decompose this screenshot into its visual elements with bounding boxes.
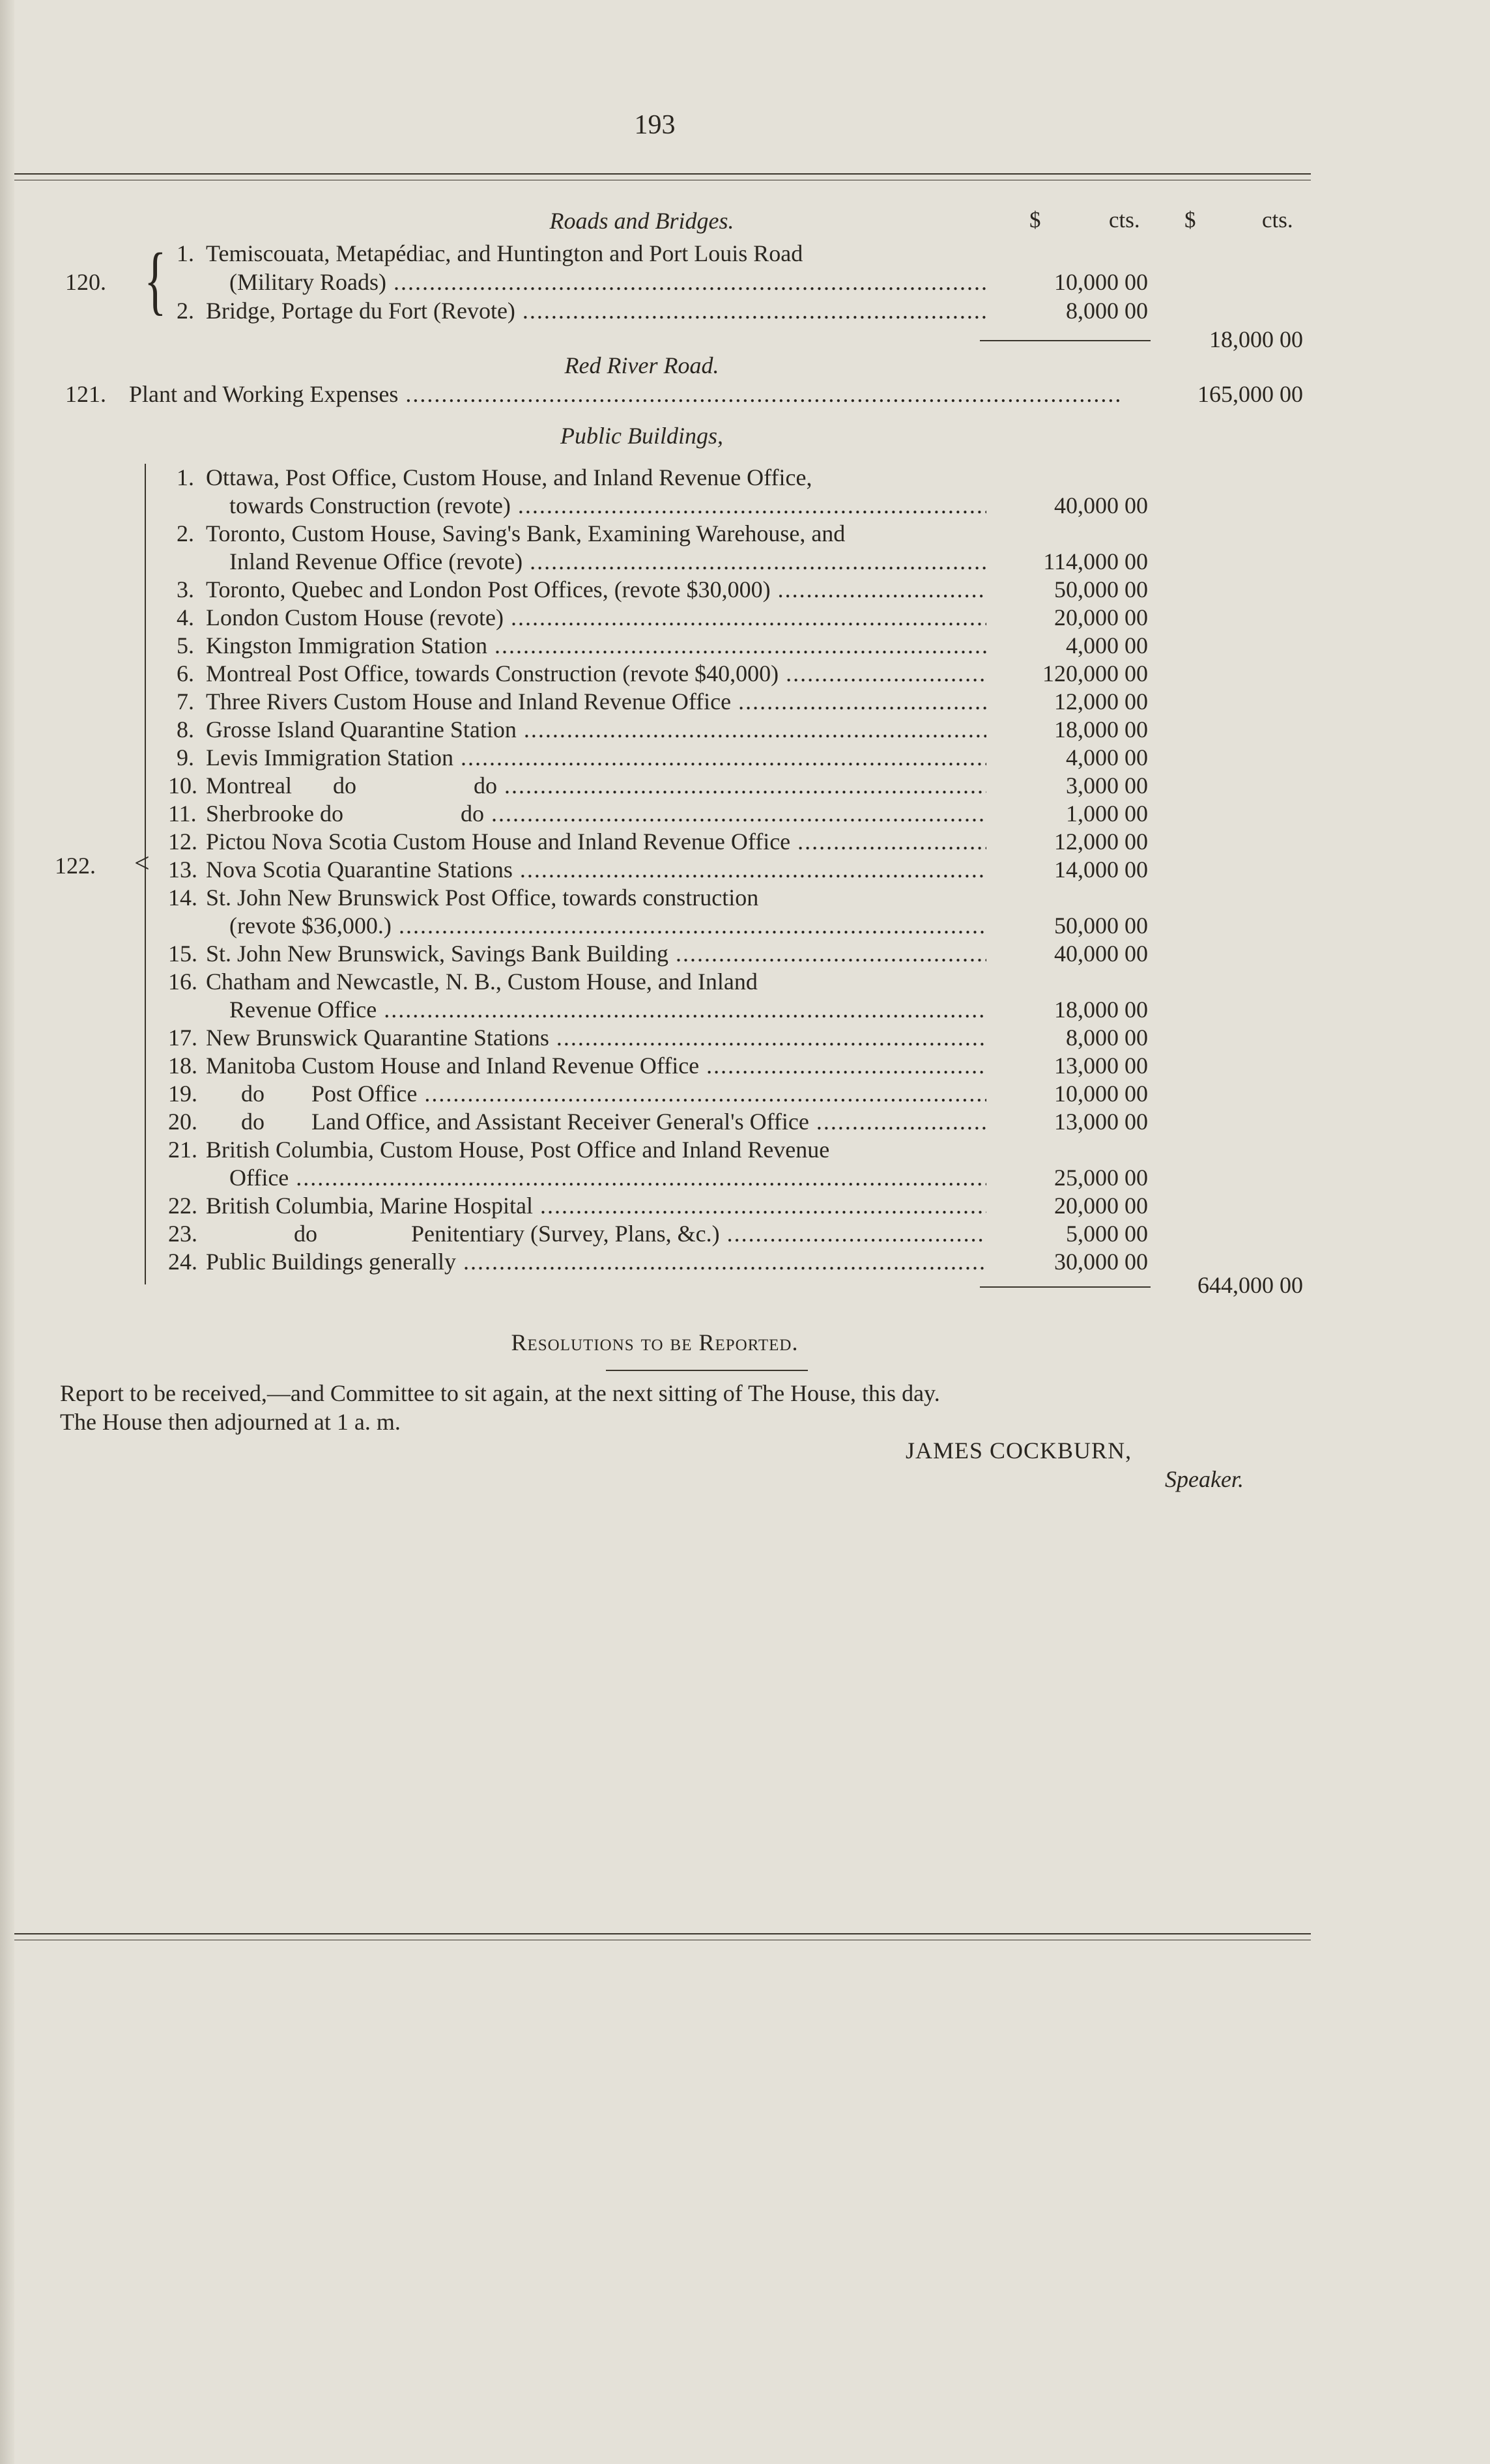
entry-desc: British Columbia, Custom House, Post Office and Inland Revenue (206, 1137, 830, 1163)
list-item (0, 1080, 1490, 1108)
red-river-item-number: 121. (65, 381, 106, 407)
entry-amount: 50,000 00 (1054, 576, 1148, 602)
short-rule (606, 1370, 808, 1371)
entry-num: 1. (177, 464, 194, 490)
entry-amount: 40,000 00 (1054, 941, 1148, 967)
list-item (0, 1024, 1490, 1052)
entry-num: 6. (177, 660, 194, 687)
list-item (0, 548, 1490, 576)
entry-desc: Three Rivers Custom House and Inland Revenue Office ..... (206, 688, 986, 715)
entry-amount: 18,000 00 (1054, 997, 1148, 1023)
list-item (0, 1192, 1490, 1220)
entry-amount: 13,000 00 (1054, 1053, 1148, 1079)
report-line: Report to be received,—and Committee to sit again, at the next sitting of The House, this day. (60, 1380, 940, 1406)
entry-desc: British Columbia, Marine Hospital ..... (206, 1192, 986, 1219)
entry-num: 4. (177, 604, 194, 630)
entry-amount: 12,000 00 (1054, 688, 1148, 715)
list-item (0, 688, 1490, 716)
entry-amount: 25,000 00 (1054, 1165, 1148, 1191)
signature-name: JAMES COCKBURN, (906, 1437, 1132, 1464)
bottom-rule (14, 1933, 1311, 1934)
entry-desc-cont: towards Construction (revote) ..... (229, 492, 986, 519)
entry-desc: do Land Office, and Assistant Receiver General's Office ..... (206, 1108, 986, 1135)
entry-desc: Toronto, Custom House, Saving's Bank, Examining Warehouse, and (206, 520, 846, 546)
entry-num: 15. (168, 941, 197, 967)
entry-desc: New Brunswick Quarantine Stations ..... (206, 1024, 986, 1051)
entry-amount: 20,000 00 (1054, 1193, 1148, 1219)
entry-num: 21. (168, 1137, 197, 1163)
entry-amount: 114,000 00 (1043, 548, 1148, 574)
entry-num: 11. (168, 800, 197, 827)
entry-desc: Montreal do do ..... (206, 772, 986, 799)
entry-desc: Chatham and Newcastle, N. B., Custom House, and Inland (206, 969, 758, 995)
entry-desc: Pictou Nova Scotia Custom House and Inland Revenue Office ..... (206, 828, 986, 855)
entry-amount: 20,000 00 (1054, 604, 1148, 630)
entry-desc: Levis Immigration Station ..... (206, 744, 986, 771)
entry-amount: 10,000 00 (1054, 269, 1148, 295)
col-cents: cts. (1109, 207, 1140, 233)
entry-num: 17. (168, 1025, 197, 1051)
entry-num: 18. (168, 1053, 197, 1079)
list-item (0, 912, 1490, 940)
list-item (0, 604, 1490, 632)
public-buildings-item-number: 122. (55, 853, 96, 879)
entry-num: 2. (177, 520, 194, 546)
entry-num: 20. (168, 1109, 197, 1135)
entry-num: 1. (177, 240, 194, 266)
list-item (0, 268, 1490, 296)
entry-desc-cont: Inland Revenue Office (revote) ..... (229, 548, 986, 575)
public-buildings-heading: Public Buildings, (560, 423, 723, 449)
entry-desc: do Penitentiary (Survey, Plans, &c.) ..... (206, 1220, 986, 1247)
entry-amount: 40,000 00 (1054, 492, 1148, 518)
entry-amount: 4,000 00 (1066, 744, 1148, 771)
entry-num: 8. (177, 716, 194, 743)
entry-desc: Montreal Post Office, towards Construction (revote $40,000) ..... (206, 660, 986, 687)
entry-desc: Manitoba Custom House and Inland Revenue Office ..... (206, 1052, 986, 1079)
entry-num: 19. (168, 1081, 197, 1107)
list-item (0, 632, 1490, 660)
entry-amount: 120,000 00 (1042, 660, 1148, 687)
entry-desc: Toronto, Quebec and London Post Offices, (revote $30,000) ..... (206, 576, 986, 603)
list-item (0, 884, 1490, 912)
brace-point: < (134, 849, 150, 879)
entry-desc: St. John New Brunswick, Savings Bank Building ..... (206, 940, 986, 967)
entry-num: 22. (168, 1193, 197, 1219)
list-item (0, 520, 1490, 548)
entry-amount: 8,000 00 (1066, 298, 1148, 324)
resolutions-heading: Resolutions to be Reported. (511, 1329, 799, 1355)
entry-amount: 14,000 00 (1054, 857, 1148, 883)
entry-desc: Grosse Island Quarantine Station ..... (206, 716, 986, 743)
entry-amount: 3,000 00 (1066, 772, 1148, 799)
list-item (0, 576, 1490, 604)
col-dollars: $ (1029, 207, 1041, 233)
list-item (0, 660, 1490, 688)
roads-item-number: 120. (65, 269, 106, 295)
list-item (0, 940, 1490, 968)
entry-num: 24. (168, 1249, 197, 1275)
page-number: 193 (634, 110, 676, 140)
list-item (0, 996, 1490, 1024)
roads-brace: { (144, 237, 167, 322)
list-item (0, 297, 1490, 325)
list-item (0, 828, 1490, 856)
list-item (0, 240, 1490, 268)
list-item (0, 800, 1490, 828)
signature-title: Speaker. (1165, 1466, 1244, 1492)
list-item (0, 1136, 1490, 1164)
entry-num: 3. (177, 576, 194, 602)
entry-desc-cont: (Military Roads) ..... (229, 268, 986, 296)
entry-amount: 5,000 00 (1066, 1221, 1148, 1247)
entry-desc: do Post Office ..... (206, 1080, 986, 1107)
entry-num: 13. (168, 857, 197, 883)
entry-amount: 50,000 00 (1054, 913, 1148, 939)
entry-num: 7. (177, 688, 194, 715)
public-buildings-total: 644,000 00 (1197, 1272, 1303, 1298)
roads-total: 18,000 00 (1209, 326, 1303, 352)
entry-num: 10. (168, 772, 197, 799)
roads-heading: Roads and Bridges. (549, 208, 734, 234)
entry-desc-cont: (revote $36,000.) ..... (229, 912, 986, 939)
list-item (0, 1220, 1490, 1248)
entry-num: 2. (177, 298, 194, 324)
entry-desc: St. John New Brunswick Post Office, towards construction (206, 885, 759, 911)
list-item (0, 1164, 1490, 1192)
entry-desc: London Custom House (revote) ..... (206, 604, 986, 631)
list-item (0, 716, 1490, 744)
entry-amount: 8,000 00 (1066, 1025, 1148, 1051)
entry-desc: Ottawa, Post Office, Custom House, and Inland Revenue Office, (206, 464, 812, 490)
list-item (0, 856, 1490, 884)
entry-amount: 12,000 00 (1054, 828, 1148, 855)
entry-num: 23. (168, 1221, 197, 1247)
entry-amount: 30,000 00 (1054, 1249, 1148, 1275)
entry-desc: Public Buildings generally ..... (206, 1248, 986, 1275)
red-river-total: 165,000 00 (1121, 380, 1303, 408)
list-item (0, 744, 1490, 772)
entry-desc: Bridge, Portage du Fort (Revote) ..... (206, 297, 986, 324)
list-item (0, 1108, 1490, 1136)
red-river-heading: Red River Road. (564, 352, 719, 378)
col-cents-2: cts. (1262, 207, 1293, 233)
entry-desc: Temiscouata, Metapédiac, and Huntington and Port Louis Road (206, 240, 803, 266)
entry-num: 5. (177, 632, 194, 658)
entry-desc: Kingston Immigration Station ..... (206, 632, 986, 659)
list-item (0, 464, 1490, 492)
list-item (0, 492, 1490, 520)
top-rule (14, 173, 1311, 175)
entry-desc: Sherbrooke do do ..... (206, 800, 986, 827)
adjourn-line: The House then adjourned at 1 a. m. (60, 1409, 401, 1435)
red-river-label: Plant and Working Expenses ..... (129, 380, 1157, 408)
entry-num: 9. (177, 744, 194, 771)
entry-amount: 4,000 00 (1066, 632, 1148, 658)
list-item (0, 1052, 1490, 1080)
list-item (0, 772, 1490, 800)
entry-amount: 13,000 00 (1054, 1109, 1148, 1135)
list-item (0, 968, 1490, 996)
entry-desc-cont: Revenue Office ..... (229, 996, 986, 1023)
entry-desc-cont: Office ..... (229, 1164, 986, 1191)
entry-amount: 10,000 00 (1054, 1081, 1148, 1107)
entry-num: 16. (168, 969, 197, 995)
entry-desc: Nova Scotia Quarantine Stations ..... (206, 856, 986, 883)
col-dollars-2: $ (1184, 207, 1196, 233)
entry-num: 12. (168, 828, 197, 855)
entry-amount: 18,000 00 (1054, 716, 1148, 743)
entry-amount: 1,000 00 (1066, 800, 1148, 827)
entry-num: 14. (168, 885, 197, 911)
